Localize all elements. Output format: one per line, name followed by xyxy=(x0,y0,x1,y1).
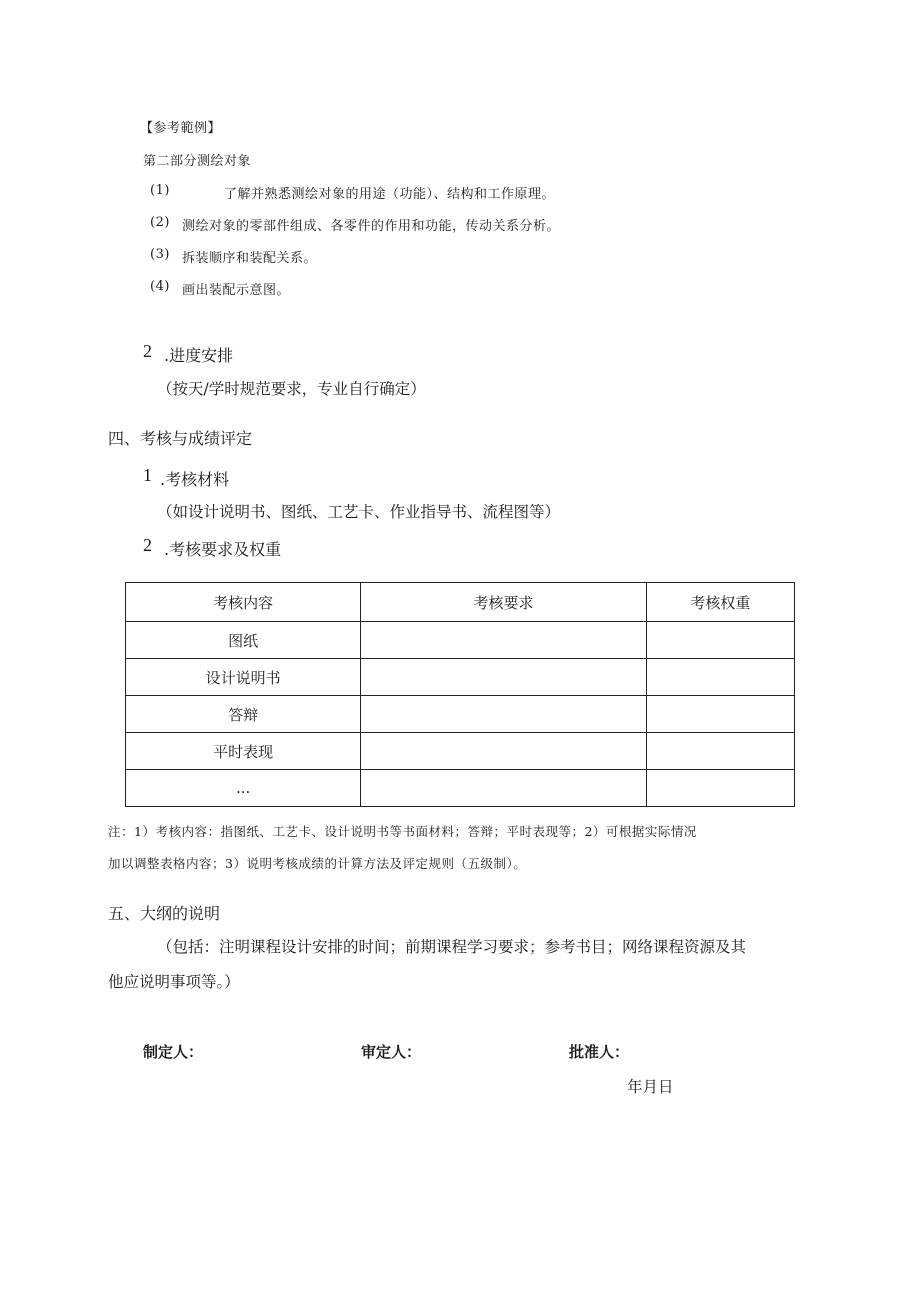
table-header-requirement: 考核要求 xyxy=(361,583,646,622)
table-cell-weight xyxy=(646,696,794,733)
example-item-1-text: 了解并熟悉测绘对象的用途（功能）、结构和工作原理。 xyxy=(224,187,556,202)
schedule-number: 2 xyxy=(143,341,152,361)
table-cell-weight xyxy=(646,733,794,770)
signature-maker: 制定人： xyxy=(143,1043,204,1061)
schedule-note: （按天/学时规范要求，专业自行确定） xyxy=(157,380,426,398)
table-cell-weight xyxy=(646,659,794,696)
example-title: 【参考範例】 xyxy=(140,121,222,136)
signature-approver: 批准人： xyxy=(569,1043,630,1061)
table-cell-requirement xyxy=(361,696,646,733)
table-cell-content: 设计说明书 xyxy=(126,659,361,696)
table-cell-requirement xyxy=(361,622,646,659)
section4-heading: 四、考核与成绩评定 xyxy=(108,429,253,448)
table-header-content: 考核内容 xyxy=(126,583,361,622)
assessment-table xyxy=(125,582,795,807)
table-cell-weight xyxy=(646,622,794,659)
example-item-4-text: 画出装配示意图。 xyxy=(182,283,291,298)
requirements-heading: .考核要求及权重 xyxy=(164,540,282,559)
table-cell-content: 答辩 xyxy=(126,696,361,733)
requirements-number: 2 xyxy=(143,535,152,555)
table-row xyxy=(126,696,795,733)
example-item-3-num: (3) xyxy=(150,247,170,262)
example-item-2-text: 测绘对象的零部件组成、各零件的作用和功能，传动关系分析。 xyxy=(182,219,561,234)
table-cell-requirement xyxy=(361,659,646,696)
table-note-line2: 加以调整表格内容；3）说明考核成绩的计算方法及评定规则（五级制）。 xyxy=(108,856,527,871)
table-header-row xyxy=(126,583,795,622)
example-item-4-num: (4) xyxy=(150,279,170,294)
example-item-3-text: 拆装顺序和装配关系。 xyxy=(182,251,318,266)
schedule-heading: .进度安排 xyxy=(164,346,234,365)
table-cell-requirement xyxy=(361,733,646,770)
table-note-line1: 注：1）考核内容：指图纸、工艺卡、设计说明书等书面材料；答辩；平时表现等；2）可根据实际情况 xyxy=(108,824,697,839)
materials-number: 1 xyxy=(143,465,152,485)
materials-heading: .考核材料 xyxy=(160,470,230,489)
example-item-1-num: (1) xyxy=(150,183,170,198)
example-item-2-num: (2) xyxy=(150,215,170,230)
section5-line2: 他应说明事项等。） xyxy=(108,973,240,991)
table-row xyxy=(126,770,795,807)
table-cell-content: ... xyxy=(126,770,361,807)
section5-heading: 五、大纲的说明 xyxy=(108,904,221,923)
table-cell-weight xyxy=(646,770,794,807)
example-subtitle: 第二部分测绘对象 xyxy=(143,154,252,169)
materials-note: （如设计说明书、图纸、工艺卡、作业指导书、流程图等） xyxy=(157,503,561,521)
table-header-weight: 考核权重 xyxy=(646,583,794,622)
table-cell-requirement xyxy=(361,770,646,807)
table-row xyxy=(126,622,795,659)
signature-reviewer: 审定人： xyxy=(361,1043,422,1061)
table-cell-content: 图纸 xyxy=(126,622,361,659)
table-row xyxy=(126,733,795,770)
signature-date: 年月日 xyxy=(627,1078,674,1096)
section5-line1: （包括：注明课程设计安排的时间；前期课程学习要求；参考书目；网络课程资源及其 xyxy=(157,938,747,956)
table-cell-content: 平时表现 xyxy=(126,733,361,770)
table-row xyxy=(126,659,795,696)
